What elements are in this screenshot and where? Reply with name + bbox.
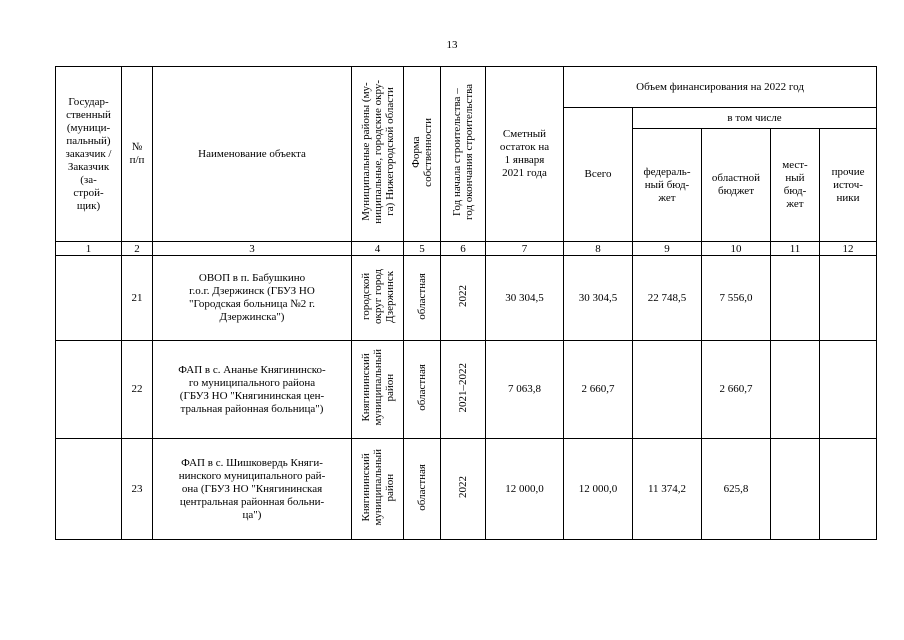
row-ownership (404, 256, 441, 341)
header-federal (633, 129, 702, 242)
header-customer-text: Государ- ственный (муници- пальный) заказчик / Заказчик (за- строй- щик) (65, 95, 112, 212)
table-row (56, 256, 877, 341)
table-row (56, 439, 877, 540)
row-district-text: Княгининский муниципальный район (359, 349, 396, 426)
row-other (820, 256, 877, 341)
header-funding-volume: Объем финансирования на 2022 год (564, 67, 877, 108)
header-ownership-text: Форма собственности (410, 117, 434, 187)
header-federal-text: федераль- ный бюд- жет (643, 165, 691, 204)
header-object-name: Наименование объекта (153, 67, 352, 242)
table-row (56, 341, 877, 439)
row-ownership-text: областная (416, 463, 428, 511)
header-other-text: прочие источ- ники (831, 165, 865, 204)
row-federal: 22 748,5 (633, 256, 702, 341)
row-total: 30 304,5 (564, 256, 633, 341)
header-ownership (404, 67, 441, 242)
row-district-text: городской округ город Дзержинск (359, 268, 396, 324)
header-row (56, 67, 877, 108)
column-number: 7 (486, 242, 564, 256)
row-object-name: ФАП в с. Ананье Княгининско- го муниципального района (ГБУЗ НО "Княгининская цен- тральная районная больница") (153, 341, 352, 439)
row-customer (56, 341, 122, 439)
row-estimated-balance: 7 063,8 (486, 341, 564, 439)
row-years (441, 341, 486, 439)
row-regional: 7 556,0 (702, 256, 771, 341)
row-local (771, 256, 820, 341)
row-number: 23 (122, 439, 153, 540)
row-object-name: ФАП в с. Шишковердь Княги- нинского муниципального рай- она (ГБУЗ НО "Княгининская центральная районная больни- ца") (153, 439, 352, 540)
row-local (771, 341, 820, 439)
column-number: 3 (153, 242, 352, 256)
column-number: 10 (702, 242, 771, 256)
row-district (352, 341, 404, 439)
column-number: 6 (441, 242, 486, 256)
row-years-text: 2022 (457, 285, 469, 307)
row-customer (56, 256, 122, 341)
header-total: Всего (564, 108, 633, 242)
row-regional: 2 660,7 (702, 341, 771, 439)
header-district-text: Муниципальные районы (му- ниципальные, городские окру- га) Нижегородской области (359, 80, 396, 224)
column-number: 8 (564, 242, 633, 256)
header-regional (702, 129, 771, 242)
row-ownership (404, 341, 441, 439)
column-number-row (56, 242, 877, 256)
row-estimated-balance: 12 000,0 (486, 439, 564, 540)
row-other (820, 341, 877, 439)
row-district (352, 256, 404, 341)
row-years-text: 2022 (457, 476, 469, 498)
row-federal (633, 341, 702, 439)
header-other (820, 129, 877, 242)
column-number: 5 (404, 242, 441, 256)
column-number: 9 (633, 242, 702, 256)
header-estimated-balance-text: Сметный остаток на 1 января 2021 года (499, 128, 550, 179)
row-ownership-text: областная (416, 364, 428, 411)
row-customer (56, 439, 122, 540)
row-years (441, 256, 486, 341)
row-estimated-balance: 30 304,5 (486, 256, 564, 341)
column-number: 1 (56, 242, 122, 256)
header-years-text: Год начала строительства – год окончания строительства (451, 84, 475, 220)
header-estimated-balance (486, 67, 564, 242)
row-object-name: ОВОП в п. Бабушкино г.о.г. Дзержинск (ГБУЗ НО "Городская больница №2 г. Дзержинска") (153, 256, 352, 341)
row-total: 12 000,0 (564, 439, 633, 540)
row-district-text: Княгининский муниципальный район (359, 448, 396, 526)
row-years-text: 2021–2022 (457, 362, 469, 413)
row-total: 2 660,7 (564, 341, 633, 439)
row-other (820, 439, 877, 540)
column-number: 12 (820, 242, 877, 256)
header-regional-text: областной бюджет (711, 172, 761, 197)
row-ownership-text: областная (416, 272, 428, 320)
row-number: 22 (122, 341, 153, 439)
column-number: 2 (122, 242, 153, 256)
row-years (441, 439, 486, 540)
page-number: 13 (446, 39, 458, 51)
header-local-text: мест- ный бюд- жет (782, 159, 808, 210)
row-federal: 11 374,2 (633, 439, 702, 540)
header-local (771, 129, 820, 242)
header-number-text: № п/п (129, 141, 145, 166)
header-number (122, 67, 153, 242)
column-number: 11 (771, 242, 820, 256)
header-customer (56, 67, 122, 242)
header-including: в том числе (633, 108, 877, 129)
row-district (352, 439, 404, 540)
row-regional: 625,8 (702, 439, 771, 540)
column-number: 4 (352, 242, 404, 256)
row-ownership (404, 439, 441, 540)
header-district (352, 67, 404, 242)
financing-table (55, 66, 877, 540)
row-local (771, 439, 820, 540)
header-years (441, 67, 486, 242)
row-number: 21 (122, 256, 153, 341)
